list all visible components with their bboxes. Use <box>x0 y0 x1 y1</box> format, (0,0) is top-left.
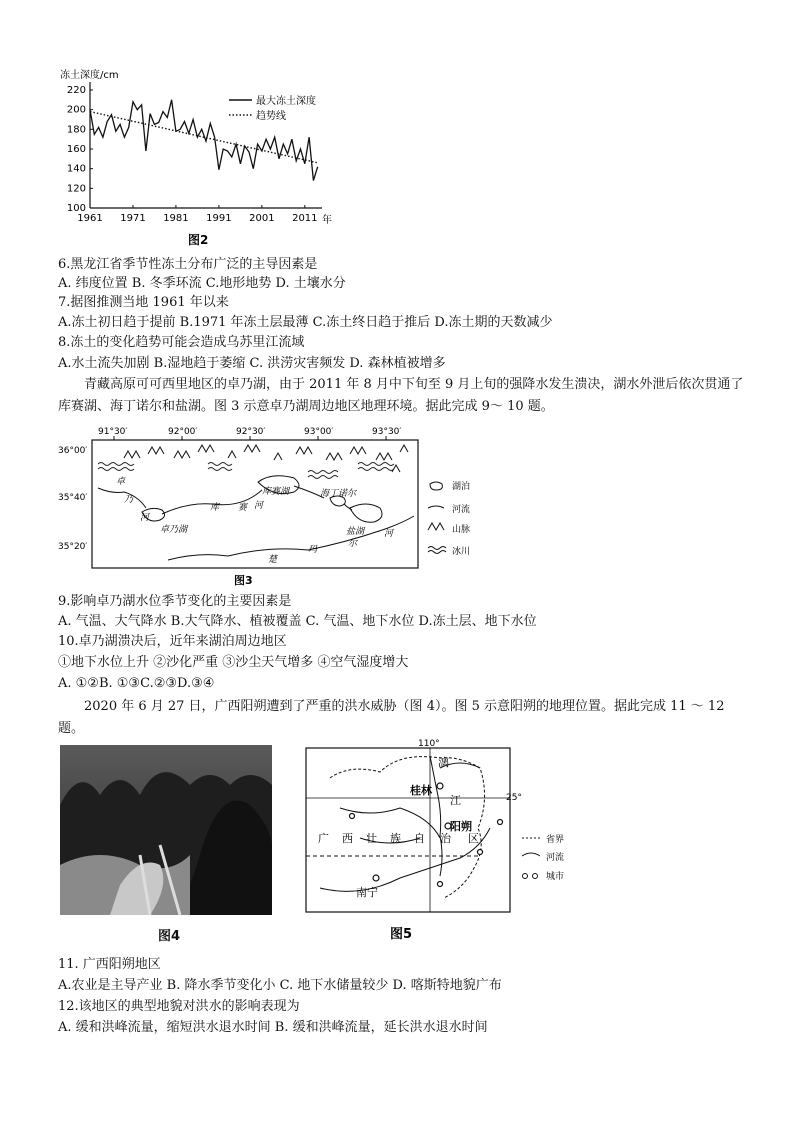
question-10-statements: ①地下水位上升 ②沙化严重 ③沙尘天气增多 ④空气湿度增大 <box>58 655 409 670</box>
x-tick-label: 1991 <box>206 213 232 224</box>
region-char-7: 区 <box>468 832 479 845</box>
x-tick-label: 2001 <box>249 213 275 224</box>
chart-legend <box>229 94 316 122</box>
region-char-3: 壮 <box>366 832 377 845</box>
x-tick-label: 2011 <box>292 213 318 224</box>
city-nanning <box>373 875 379 881</box>
question-11: 11. 广西阳朔地区 <box>58 957 161 972</box>
label-chumaerhe-2: 玛 <box>308 545 318 555</box>
legend-river-5: 河流 <box>546 853 565 863</box>
y-tick-label: 200 <box>66 104 86 116</box>
chart-xunit: 年 <box>322 215 332 226</box>
y-tick-label: 120 <box>66 183 86 195</box>
lon-tick-3: 92°30′ <box>236 427 266 437</box>
legend-label-trend: 趋势线 <box>256 111 286 122</box>
x-tick-label: 1961 <box>77 213 103 224</box>
lake-yanhu <box>350 504 382 522</box>
label-kusaihe-2: 赛 <box>238 503 248 513</box>
region-char-2: 西 <box>342 832 353 845</box>
figure-4-caption: 图4 <box>158 929 181 944</box>
question-6-options: A. 纬度位置 B. 冬季环流 C.地形地势 D. 土壤水分 <box>58 276 346 291</box>
y-tick-label: 160 <box>66 144 86 155</box>
lat-tick-25: 25° <box>506 793 522 803</box>
label-haidingnuoer: 海丁诺尔 <box>320 489 357 499</box>
legend-city: 城市 <box>546 872 565 882</box>
question-8: 8.冻土的变化趋势可能会造成乌苏里江流域 <box>58 335 305 350</box>
lon-tick-4: 93°00′ <box>304 427 334 437</box>
zhuonai-lake-map <box>58 424 478 590</box>
label-zhuonaihe-3: 河 <box>140 513 150 523</box>
y-tick-label: 180 <box>66 124 86 136</box>
label-chumaerhe-4: 河 <box>384 529 394 539</box>
label-yangshuo: 阳朔 <box>450 820 472 833</box>
question-7-options: A.冻土初日趋于提前 B.1971 年冻土层最薄 C.冻土终日趋于推后 D.冻土期的天数减少 <box>58 315 553 330</box>
passage-yangshuo-flood: 2020 年 6 月 27 日，广西阳朔遭到了严重的洪水威胁（图 4）。图 5 示意阳朔的地理位置。据此完成 11 ～ 12 题。 <box>58 699 725 736</box>
yangshuo-location-map <box>300 738 610 946</box>
question-12-options: A. 缓和洪峰流量，缩短洪水退水时间 B. 缓和洪峰流量，延长洪水退水时间 <box>58 1020 488 1035</box>
lat-tick-1: 36°00′ <box>58 446 88 456</box>
label-li: 漓 <box>438 756 449 769</box>
question-8-options: A.水土流失加剧 B.湿地趋于萎缩 C. 洪涝灾害频发 D. 森林植被增多 <box>58 356 446 371</box>
lat-tick-2: 35°40′ <box>58 493 88 503</box>
map-legend <box>428 480 470 557</box>
label-zhuonaihe-1: 卓 <box>116 477 126 487</box>
lat-tick-3: 35°20′ <box>58 542 88 552</box>
question-9: 9.影响卓乃湖水位季节变化的主要因素是 <box>58 594 292 609</box>
map5-legend <box>522 833 564 882</box>
figure-3-caption: 图3 <box>234 574 253 587</box>
label-chumaerhe-1: 楚 <box>268 555 278 565</box>
lon-tick-2: 92°00′ <box>168 427 198 437</box>
question-7: 7.据图推测当地 1961 年以来 <box>58 295 229 310</box>
legend-mountain: 山脉 <box>452 525 471 535</box>
figure-2 <box>56 66 346 256</box>
question-11-options: A.农业是主导产业 B. 降水季节变化小 C. 地下水储量较少 D. 喀斯特地貌广布 <box>58 978 502 993</box>
region-char-5: 自 <box>414 832 425 845</box>
label-zhuonaihe-2: 乃 <box>124 495 134 505</box>
glacier-symbols <box>98 463 394 479</box>
legend-label-depth: 最大冻土深度 <box>256 96 316 107</box>
figure-2-caption: 图2 <box>188 233 209 247</box>
map5-frame <box>306 748 510 912</box>
y-tick-label: 220 <box>66 85 86 96</box>
river-lines <box>98 486 414 560</box>
label-kusaihu: 库赛湖 <box>262 487 290 497</box>
chart-ylabel: 冻土深度/cm <box>60 70 119 81</box>
legend-river: 河流 <box>452 505 471 515</box>
figure-5 <box>300 738 610 946</box>
legend-glacier: 冰川 <box>452 547 471 557</box>
label-chumaerhe-3: 尔 <box>348 539 358 549</box>
question-6: 6.黑龙江省季节性冻土分布广泛的主导因素是 <box>58 257 318 272</box>
region-char-1: 广 <box>318 832 329 845</box>
frozen-soil-depth-chart <box>56 66 346 256</box>
region-char-6: 治 <box>440 832 451 845</box>
figure-4 <box>60 745 272 945</box>
region-char-4: 族 <box>390 832 401 845</box>
question-12: 12.该地区的典型地貌对洪水的影响表现为 <box>58 999 300 1014</box>
lon-tick-110: 110° <box>418 739 440 749</box>
figure-5-caption: 图5 <box>390 927 413 942</box>
label-guilin: 桂林 <box>410 784 432 797</box>
label-zhuonaihu: 卓乃湖 <box>160 525 188 535</box>
flood-photo <box>60 745 272 915</box>
question-9-options: A. 气温、大气降水 B.大气降水、植被覆盖 C. 气温、地下水位 D.冻土层、地下水位 <box>58 614 537 629</box>
mountain-symbols <box>124 445 408 472</box>
legend-lake: 湖泊 <box>452 482 471 492</box>
lon-tick-1: 91°30′ <box>98 427 128 437</box>
lon-tick-5: 93°30′ <box>372 427 402 437</box>
label-kusaihe-3: 河 <box>254 501 264 511</box>
figure-3 <box>58 424 478 590</box>
label-nanning: 南宁 <box>356 886 378 899</box>
y-tick-label: 100 <box>66 203 86 214</box>
label-kusaihe-1: 库 <box>210 503 220 513</box>
passage-zhuonai-lake: 青藏高原可可西里地区的卓乃湖，由于 2011 年 8 月中下旬至 9 月上旬的强降水发生溃决，湖水外泄后依次贯通了库赛湖、海丁诺尔和盐湖。图 3 示意卓乃湖周边地区地理环境。据此完成 9～ 10 题。 <box>58 377 744 414</box>
x-tick-label: 1981 <box>163 213 189 224</box>
y-tick-label: 140 <box>66 163 86 175</box>
legend-boundary: 省界 <box>546 835 565 845</box>
city-guilin <box>437 783 443 789</box>
question-10-options: A. ①②B. ①③C.②③D.③④ <box>58 676 215 691</box>
label-yanhu: 盐湖 <box>346 527 365 537</box>
question-10: 10.卓乃湖溃决后，近年来湖泊周边地区 <box>58 634 287 649</box>
x-tick-label: 1971 <box>120 213 146 224</box>
label-jiang: 江 <box>450 794 461 807</box>
